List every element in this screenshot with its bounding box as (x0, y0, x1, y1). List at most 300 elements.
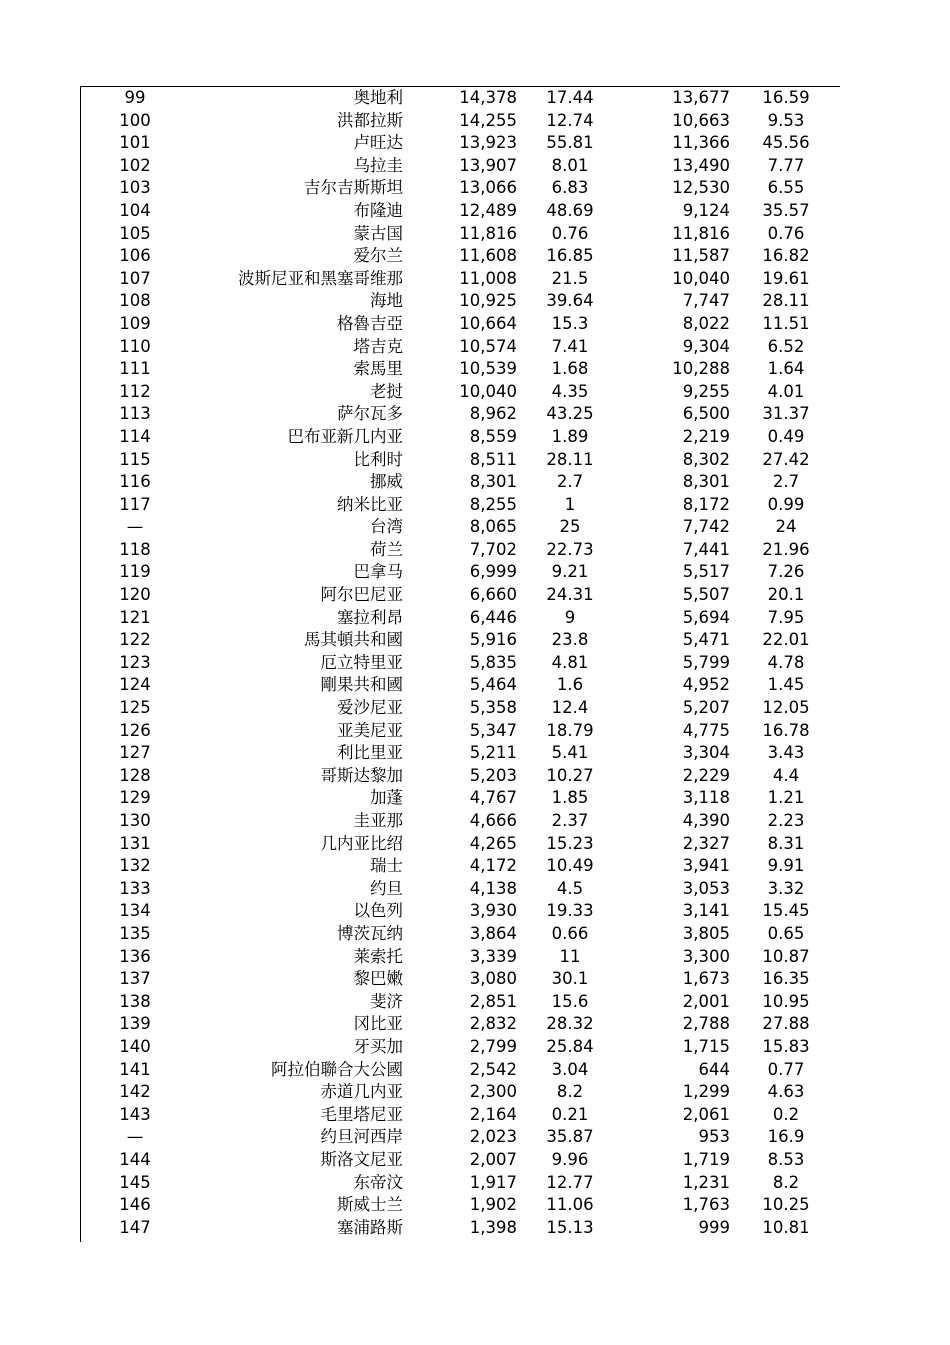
table-row (81, 561, 840, 584)
table-row (81, 946, 840, 969)
value-1-cell: 4,265 (469, 833, 517, 853)
value-3-cell: 7,747 (682, 291, 730, 311)
value-4-cell: 8.2 (772, 1172, 800, 1192)
name-cell: 赤道几内亚 (320, 1082, 403, 1102)
value-1-cell: 10,539 (459, 359, 517, 379)
value-3-cell: 6,500 (682, 404, 730, 424)
name-cell: 荷兰 (370, 539, 403, 559)
value-1-cell: 8,255 (469, 494, 517, 514)
table-row (81, 87, 840, 110)
value-3-cell: 8,302 (682, 449, 730, 469)
value-3-cell: 4,952 (682, 675, 730, 695)
value-1-cell: 13,923 (459, 133, 517, 153)
value-2-cell: 28.11 (546, 449, 594, 469)
value-1-cell: 13,066 (459, 178, 517, 198)
value-4-cell: 0.99 (767, 494, 805, 514)
table-row (81, 1081, 840, 1104)
value-4-cell: 10.81 (762, 1217, 810, 1237)
value-3-cell: 2,788 (682, 1014, 730, 1034)
name-cell: 比利时 (353, 449, 403, 469)
value-1-cell: 10,574 (459, 336, 517, 356)
name-cell: 萨尔瓦多 (337, 404, 403, 424)
value-4-cell: 12.05 (762, 698, 810, 718)
value-4-cell: 10.87 (762, 946, 810, 966)
name-cell: 瑞士 (370, 856, 403, 876)
value-4-cell: 20.1 (767, 585, 805, 605)
value-4-cell: 21.96 (762, 539, 810, 559)
value-3-cell: 1,299 (682, 1082, 730, 1102)
value-2-cell: 23.8 (551, 630, 589, 650)
value-4-cell: 35.57 (762, 200, 810, 220)
name-cell: 塞浦路斯 (337, 1217, 403, 1237)
value-3-cell: 2,001 (682, 991, 730, 1011)
rank-cell: 107 (119, 268, 151, 288)
value-3-cell: 10,040 (672, 268, 730, 288)
name-cell: 冈比亚 (353, 1014, 403, 1034)
value-4-cell: 2.23 (767, 811, 805, 830)
table-row (81, 177, 840, 200)
rank-cell: 112 (119, 381, 151, 401)
value-4-cell: 10.95 (762, 991, 810, 1011)
rank-cell: 147 (119, 1217, 151, 1237)
value-3-cell: 8,022 (682, 313, 730, 333)
value-2-cell: 10.27 (546, 765, 594, 785)
value-4-cell: 24 (775, 517, 797, 537)
rank-cell: 124 (119, 675, 151, 695)
table-row (81, 742, 840, 765)
value-3-cell: 1,231 (682, 1172, 730, 1192)
value-1-cell: 13,907 (459, 155, 517, 175)
rank-cell: 136 (119, 946, 151, 966)
value-4-cell: 4.4 (772, 765, 800, 785)
value-1-cell: 5,916 (469, 630, 517, 650)
value-1-cell: 3,864 (469, 923, 517, 943)
value-3-cell: 13,677 (672, 88, 730, 107)
value-1-cell: 3,080 (469, 969, 517, 989)
name-cell: 布隆迪 (353, 200, 403, 220)
value-1-cell: 2,542 (469, 1059, 517, 1079)
rank-cell: 108 (119, 291, 151, 311)
rank-cell: 141 (119, 1059, 151, 1079)
value-1-cell: 1,398 (469, 1217, 517, 1237)
rank-cell: 144 (119, 1149, 151, 1169)
value-3-cell: 7,742 (682, 517, 730, 537)
value-2-cell: 1.89 (551, 426, 589, 446)
table-row (81, 833, 840, 856)
value-4-cell: 9.91 (767, 856, 805, 876)
rank-cell: 116 (119, 472, 151, 492)
value-2-cell: 8.01 (551, 155, 589, 175)
table-row (81, 494, 840, 517)
name-cell: 亚美尼亚 (337, 720, 403, 740)
data-table (81, 87, 840, 1239)
value-4-cell: 0.76 (767, 223, 805, 243)
name-cell: 巴布亚新几内亚 (287, 426, 403, 446)
value-2-cell: 48.69 (546, 200, 594, 220)
value-4-cell: 6.55 (767, 178, 805, 198)
table-row (81, 1126, 840, 1149)
value-4-cell: 27.42 (762, 449, 810, 469)
table-row (81, 1104, 840, 1127)
value-3-cell: 9,255 (682, 381, 730, 401)
value-1-cell: 2,300 (469, 1082, 517, 1102)
value-3-cell: 10,288 (672, 359, 730, 379)
name-cell: 利比里亚 (337, 743, 403, 763)
value-3-cell: 8,301 (682, 472, 730, 492)
value-2-cell: 2.37 (551, 811, 589, 830)
value-2-cell: 5.41 (551, 743, 589, 763)
value-4-cell: 11.51 (762, 313, 810, 333)
table-row (81, 1013, 840, 1036)
rank-cell: 115 (119, 449, 151, 469)
rank-cell: 120 (119, 585, 151, 605)
value-2-cell: 43.25 (546, 404, 594, 424)
value-1-cell: 5,203 (469, 765, 517, 785)
value-1-cell: 6,446 (469, 607, 517, 627)
rank-cell: — (126, 517, 144, 537)
value-1-cell: 4,767 (469, 788, 517, 808)
name-cell: 乌拉圭 (353, 155, 403, 175)
value-1-cell: 8,511 (469, 449, 517, 469)
value-4-cell: 8.31 (767, 833, 805, 853)
value-4-cell: 3.43 (767, 743, 805, 763)
value-3-cell: 11,366 (672, 133, 730, 153)
table-row (81, 471, 840, 494)
table-row (81, 923, 840, 946)
rank-cell: 126 (119, 720, 151, 740)
value-2-cell: 11.06 (546, 1195, 594, 1215)
table-row (81, 403, 840, 426)
rank-cell: 128 (119, 765, 151, 785)
table-row (81, 539, 840, 562)
table-row (81, 223, 840, 246)
name-cell: 阿拉伯聯合大公國 (271, 1059, 403, 1079)
value-2-cell: 25.84 (546, 1036, 594, 1056)
value-4-cell: 0.49 (767, 426, 805, 446)
value-1-cell: 14,378 (459, 88, 517, 107)
value-4-cell: 16.35 (762, 969, 810, 989)
value-3-cell: 5,207 (682, 698, 730, 718)
value-1-cell: 7,702 (469, 539, 517, 559)
rank-cell: 139 (119, 1014, 151, 1034)
value-2-cell: 1.68 (551, 359, 589, 379)
value-1-cell: 5,358 (469, 698, 517, 718)
value-1-cell: 6,660 (469, 585, 517, 605)
rank-cell: 114 (119, 426, 151, 446)
name-cell: 剛果共和國 (320, 675, 403, 695)
name-cell: 格魯吉亞 (337, 313, 403, 333)
value-1-cell: 11,608 (459, 246, 517, 266)
value-1-cell: 3,930 (469, 901, 517, 921)
value-3-cell: 4,390 (682, 811, 730, 830)
value-2-cell: 1.6 (556, 675, 584, 695)
value-3-cell: 2,229 (682, 765, 730, 785)
value-2-cell: 15.6 (551, 991, 589, 1011)
table-row (81, 245, 840, 268)
value-1-cell: 2,799 (469, 1036, 517, 1056)
table-row (81, 516, 840, 539)
table-row (81, 584, 840, 607)
value-2-cell: 4.81 (551, 652, 589, 672)
value-2-cell: 25 (559, 517, 581, 537)
rank-cell: 138 (119, 991, 151, 1011)
table-row (81, 855, 840, 878)
table-row (81, 381, 840, 404)
value-2-cell: 17.44 (546, 88, 594, 107)
value-3-cell: 3,118 (682, 788, 730, 808)
table-row (81, 810, 840, 833)
value-2-cell: 15.3 (551, 313, 589, 333)
rank-cell: 99 (124, 88, 146, 107)
value-3-cell: 2,219 (682, 426, 730, 446)
value-2-cell: 12.77 (546, 1172, 594, 1192)
value-1-cell: 5,211 (469, 743, 517, 763)
value-1-cell: 2,007 (469, 1149, 517, 1169)
rank-cell: 111 (119, 359, 151, 379)
value-2-cell: 18.79 (546, 720, 594, 740)
value-3-cell: 8,172 (682, 494, 730, 514)
name-cell: 毛里塔尼亚 (320, 1104, 403, 1124)
value-1-cell: 8,065 (469, 517, 517, 537)
table-row (81, 900, 840, 923)
rank-cell: 134 (119, 901, 151, 921)
value-3-cell: 3,053 (682, 878, 730, 898)
table-row (81, 697, 840, 720)
value-4-cell: 4.01 (767, 381, 805, 401)
rank-cell: 127 (119, 743, 151, 763)
table-row (81, 358, 840, 381)
value-4-cell: 9.53 (767, 110, 805, 130)
value-3-cell: 4,775 (682, 720, 730, 740)
value-3-cell: 9,124 (682, 200, 730, 220)
name-cell: 爱尔兰 (353, 246, 403, 266)
value-4-cell: 6.52 (767, 336, 805, 356)
value-1-cell: 2,164 (469, 1104, 517, 1124)
value-4-cell: 2.7 (772, 472, 800, 492)
name-cell: 圭亚那 (353, 811, 403, 830)
value-2-cell: 55.81 (546, 133, 594, 153)
rank-cell: 121 (119, 607, 151, 627)
value-1-cell: 10,925 (459, 291, 517, 311)
value-4-cell: 0.77 (767, 1059, 805, 1079)
value-1-cell: 4,172 (469, 856, 517, 876)
value-2-cell: 2.7 (556, 472, 584, 492)
table-row (81, 313, 840, 336)
table-row (81, 720, 840, 743)
value-3-cell: 9,304 (682, 336, 730, 356)
name-cell: 纳米比亚 (337, 494, 403, 514)
value-3-cell: 10,663 (672, 110, 730, 130)
name-cell: 海地 (370, 291, 403, 311)
value-1-cell: 4,666 (469, 811, 517, 830)
table-row (81, 132, 840, 155)
value-3-cell: 5,507 (682, 585, 730, 605)
rank-cell: 101 (119, 133, 151, 153)
value-2-cell: 8.2 (556, 1082, 584, 1102)
name-cell: 加蓬 (370, 788, 403, 808)
name-cell: 莱索托 (353, 946, 403, 966)
value-4-cell: 16.78 (762, 720, 810, 740)
table-row (81, 110, 840, 133)
value-3-cell: 3,141 (682, 901, 730, 921)
rank-cell: 129 (119, 788, 151, 808)
name-cell: 约旦河西岸 (320, 1127, 403, 1147)
value-3-cell: 1,715 (682, 1036, 730, 1056)
rank-cell: 104 (119, 200, 151, 220)
value-2-cell: 22.73 (546, 539, 594, 559)
value-3-cell: 1,763 (682, 1195, 730, 1215)
value-3-cell: 2,061 (682, 1104, 730, 1124)
value-4-cell: 45.56 (762, 133, 810, 153)
value-2-cell: 9.96 (551, 1149, 589, 1169)
value-2-cell: 0.21 (551, 1104, 589, 1124)
rank-cell: 103 (119, 178, 151, 198)
value-2-cell: 12.74 (546, 110, 594, 130)
value-2-cell: 35.87 (546, 1127, 594, 1147)
name-cell: 哥斯达黎加 (320, 765, 403, 785)
value-2-cell: 24.31 (546, 585, 594, 605)
rank-cell: 100 (119, 110, 151, 130)
rank-cell: 145 (119, 1172, 151, 1192)
rank-cell: 123 (119, 652, 151, 672)
rank-cell: 143 (119, 1104, 151, 1124)
table-row (81, 449, 840, 472)
table-row (81, 652, 840, 675)
table-row (81, 1149, 840, 1172)
rank-cell: 130 (119, 811, 151, 830)
value-1-cell: 2,832 (469, 1014, 517, 1034)
value-2-cell: 19.33 (546, 901, 594, 921)
rank-cell: 133 (119, 878, 151, 898)
table-row (81, 629, 840, 652)
value-1-cell: 3,339 (469, 946, 517, 966)
name-cell: 厄立特里亚 (320, 652, 403, 672)
name-cell: 洪都拉斯 (337, 110, 403, 130)
rank-cell: 135 (119, 923, 151, 943)
value-2-cell: 39.64 (546, 291, 594, 311)
value-3-cell: 3,805 (682, 923, 730, 943)
name-cell: 挪威 (370, 472, 403, 492)
name-cell: 波斯尼亚和黑塞哥维那 (238, 268, 403, 288)
value-2-cell: 16.85 (546, 246, 594, 266)
name-cell: 斯威士兰 (337, 1195, 403, 1215)
rank-cell: 118 (119, 539, 151, 559)
value-4-cell: 0.2 (772, 1104, 800, 1124)
value-2-cell: 0.66 (551, 923, 589, 943)
value-1-cell: 6,999 (469, 562, 517, 582)
value-4-cell: 1.45 (767, 675, 805, 695)
value-4-cell: 16.82 (762, 246, 810, 266)
name-cell: 阿尔巴尼亚 (320, 585, 403, 605)
rank-cell: 113 (119, 404, 151, 424)
rank-cell: — (126, 1127, 144, 1147)
value-4-cell: 15.45 (762, 901, 810, 921)
value-1-cell: 1,917 (469, 1172, 517, 1192)
value-2-cell: 30.1 (551, 969, 589, 989)
table-row (81, 336, 840, 359)
table-row (81, 268, 840, 291)
value-1-cell: 1,902 (469, 1195, 517, 1215)
value-4-cell: 3.32 (767, 878, 805, 898)
value-1-cell: 2,023 (469, 1127, 517, 1147)
value-3-cell: 1,719 (682, 1149, 730, 1169)
name-cell: 约旦 (370, 878, 403, 898)
value-1-cell: 12,489 (459, 200, 517, 220)
rank-cell: 140 (119, 1036, 151, 1056)
rank-cell: 102 (119, 155, 151, 175)
table-row (81, 765, 840, 788)
value-4-cell: 16.9 (767, 1127, 805, 1147)
value-2-cell: 12.4 (551, 698, 589, 718)
rank-cell: 105 (119, 223, 151, 243)
table-row (81, 991, 840, 1014)
rank-cell: 119 (119, 562, 151, 582)
name-cell: 馬其頓共和國 (304, 630, 403, 650)
name-cell: 台湾 (370, 517, 403, 537)
name-cell: 老挝 (370, 381, 403, 401)
value-1-cell: 8,301 (469, 472, 517, 492)
value-4-cell: 8.53 (767, 1149, 805, 1169)
value-4-cell: 0.65 (767, 923, 805, 943)
value-3-cell: 7,441 (682, 539, 730, 559)
value-4-cell: 10.25 (762, 1195, 810, 1215)
table-row (81, 155, 840, 178)
rank-cell: 117 (119, 494, 151, 514)
value-2-cell: 0.76 (551, 223, 589, 243)
name-cell: 巴拿马 (353, 562, 403, 582)
rank-cell: 106 (119, 246, 151, 266)
value-2-cell: 15.23 (546, 833, 594, 853)
name-cell: 奥地利 (353, 88, 403, 107)
value-4-cell: 1.64 (767, 359, 805, 379)
value-4-cell: 31.37 (762, 404, 810, 424)
value-4-cell: 7.26 (767, 562, 805, 582)
value-2-cell: 15.13 (546, 1217, 594, 1237)
name-cell: 博茨瓦纳 (337, 923, 403, 943)
name-cell: 吉尔吉斯斯坦 (304, 178, 403, 198)
name-cell: 牙买加 (353, 1036, 403, 1056)
rank-cell: 142 (119, 1082, 151, 1102)
value-2-cell: 21.5 (551, 268, 589, 288)
value-4-cell: 4.78 (767, 652, 805, 672)
value-4-cell: 7.77 (767, 155, 805, 175)
value-4-cell: 7.95 (767, 607, 805, 627)
value-1-cell: 5,347 (469, 720, 517, 740)
value-1-cell: 2,851 (469, 991, 517, 1011)
value-3-cell: 5,471 (682, 630, 730, 650)
value-2-cell: 1 (564, 494, 576, 514)
table-row (81, 878, 840, 901)
value-3-cell: 11,587 (672, 246, 730, 266)
value-1-cell: 4,138 (469, 878, 517, 898)
value-3-cell: 953 (698, 1127, 730, 1147)
value-4-cell: 19.61 (762, 268, 810, 288)
value-2-cell: 28.32 (546, 1014, 594, 1034)
value-3-cell: 1,673 (682, 969, 730, 989)
value-1-cell: 14,255 (459, 110, 517, 130)
name-cell: 索馬里 (353, 359, 403, 379)
value-1-cell: 11,008 (459, 268, 517, 288)
table-row (81, 968, 840, 991)
value-4-cell: 15.83 (762, 1036, 810, 1056)
value-2-cell: 9 (564, 607, 576, 627)
value-1-cell: 11,816 (459, 223, 517, 243)
value-4-cell: 28.11 (762, 291, 810, 311)
value-2-cell: 7.41 (551, 336, 589, 356)
value-4-cell: 16.59 (762, 88, 810, 107)
name-cell: 以色列 (353, 901, 403, 921)
value-1-cell: 5,464 (469, 675, 517, 695)
